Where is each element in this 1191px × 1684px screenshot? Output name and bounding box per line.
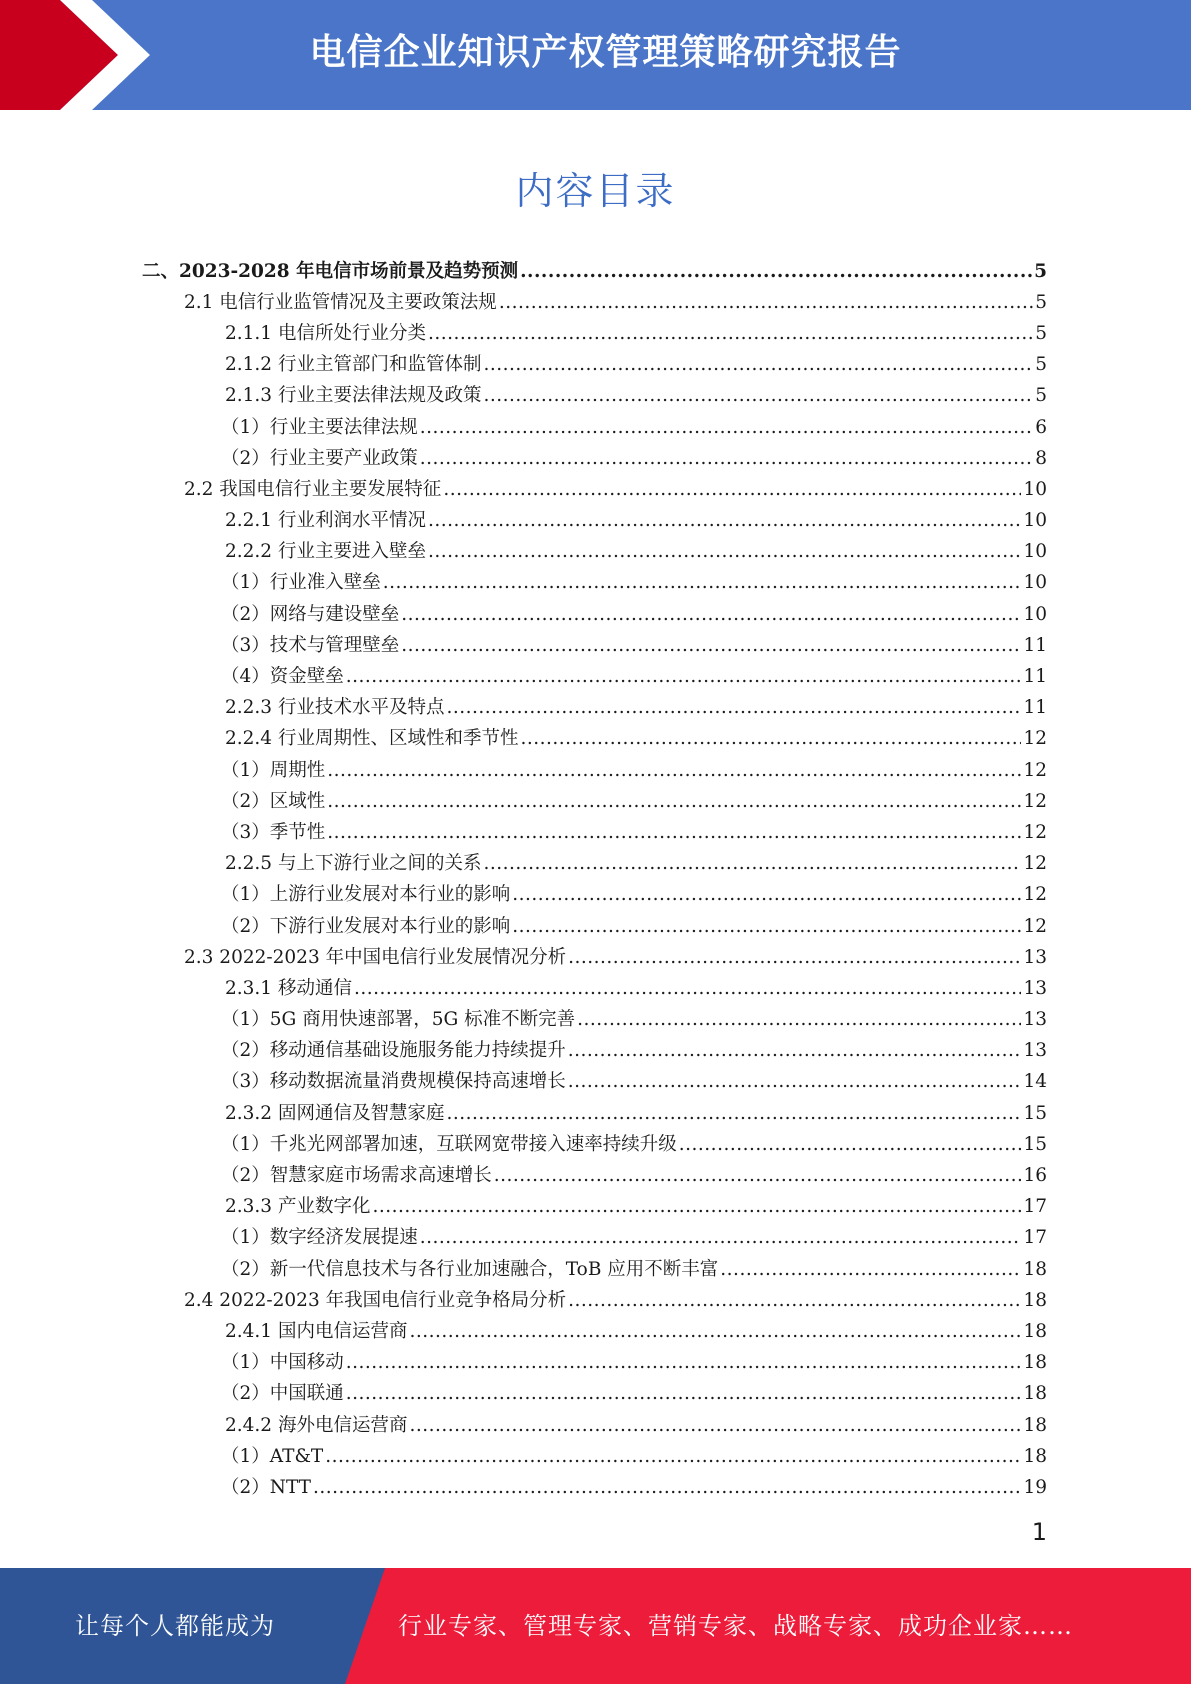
toc-entry[interactable] (0, 878, 1191, 909)
toc-entry[interactable] (0, 722, 1191, 753)
toc-dot-leader (313, 1477, 1021, 1498)
toc-entry-label: （1）中国移动 (221, 1352, 344, 1374)
toc-entry[interactable] (0, 1283, 1191, 1314)
toc-entry[interactable] (0, 815, 1191, 846)
toc-dot-leader (512, 916, 1021, 937)
toc-dot-leader (720, 1259, 1021, 1280)
toc-entry-label: 2.4.2 海外电信运营商 (225, 1414, 408, 1436)
toc-entry[interactable] (0, 1127, 1191, 1158)
toc-dot-leader (568, 1040, 1022, 1061)
toc-entry-label: （3）技术与管理壁垒 (221, 634, 400, 656)
toc-entry[interactable] (0, 940, 1191, 971)
toc-dot-leader (428, 510, 1021, 531)
toc-dot-leader (383, 572, 1022, 593)
toc-entry[interactable] (0, 535, 1191, 566)
toc-entry-line (221, 568, 1047, 594)
toc-entry[interactable] (0, 472, 1191, 503)
toc-dot-leader (327, 822, 1021, 843)
toc-entry-line (225, 1099, 1047, 1125)
toc-entry-label: （1）AT&T (221, 1445, 324, 1467)
toc-entry[interactable] (0, 753, 1191, 784)
toc-entry[interactable] (0, 1096, 1191, 1127)
toc-entry-label: 2.2.4 行业周期性、区域性和季节性 (225, 728, 519, 750)
toc-entry-page: 13 (1023, 1009, 1047, 1031)
toc-entry[interactable] (0, 909, 1191, 940)
toc-entry-page: 10 (1023, 572, 1047, 594)
toc-dot-leader (679, 1134, 1022, 1155)
toc-entry-label: 2.3 2022-2023 年中国电信行业发展情况分析 (184, 946, 567, 968)
toc-entry-page: 18 (1023, 1383, 1047, 1405)
toc-entry-page: 12 (1023, 915, 1047, 937)
toc-dot-leader (372, 1196, 1021, 1217)
toc-entry-page: 10 (1023, 541, 1047, 563)
toc-entry[interactable] (0, 504, 1191, 535)
toc-entry-label: 2.1.2 行业主管部门和监管体制 (225, 354, 482, 376)
toc-entry-page: 8 (1035, 447, 1047, 469)
toc-entry[interactable] (0, 1158, 1191, 1189)
toc-entry-label: 2.1 电信行业监管情况及主要政策法规 (184, 291, 497, 313)
toc-entry-label: 2.3.1 移动通信 (225, 977, 352, 999)
toc-entry-line (225, 537, 1047, 563)
toc-entry-page: 10 (1023, 510, 1047, 532)
toc-entry-line (221, 880, 1047, 906)
toc-dot-leader (420, 1227, 1022, 1248)
toc-dot-leader (428, 323, 1033, 344)
toc-entry-line (184, 288, 1047, 314)
toc-entry[interactable] (0, 628, 1191, 659)
toc-entry-page: 13 (1023, 946, 1047, 968)
toc-entry-line (184, 1286, 1047, 1312)
toc-entry-label: 2.3.2 固网通信及智慧家庭 (225, 1102, 445, 1124)
toc-entry-line (142, 257, 1047, 283)
toc-entry-line (225, 1317, 1047, 1343)
page-number: 1 (1031, 1518, 1047, 1546)
toc-entry-page: 14 (1023, 1071, 1047, 1093)
toc-entry-line (221, 1255, 1047, 1281)
toc-dot-leader (325, 1446, 1021, 1467)
toc-entry-page: 18 (1023, 1320, 1047, 1342)
toc-entry-label: （2）NTT (221, 1476, 311, 1498)
toc-dot-leader (327, 760, 1021, 781)
toc-dot-leader (346, 1352, 1022, 1373)
footer-slogan-right: 行业专家、管理专家、营销专家、战略专家、成功企业家…… (398, 1612, 1073, 1640)
toc-entry-line (221, 444, 1047, 470)
toc-dot-leader (499, 292, 1033, 313)
toc-entry-page: 11 (1023, 634, 1047, 656)
toc-entry-label: （2）行业主要产业政策 (221, 447, 418, 469)
toc-entry-line (221, 1005, 1047, 1031)
toc-entry-page: 19 (1023, 1476, 1047, 1498)
toc-entry-label: （3）季节性 (221, 821, 326, 843)
toc-entry-label: （2）移动通信基础设施服务能力持续提升 (221, 1040, 566, 1062)
report-footer (0, 1568, 1191, 1684)
toc-entry-line (184, 475, 1047, 501)
toc-entry-label: 2.3.3 产业数字化 (225, 1196, 371, 1218)
report-title: 电信企业知识产权管理策略研究报告 (309, 32, 902, 73)
toc-entry-label: （1）千兆光网部署加速，互联网宽带接入速率持续升级 (221, 1133, 677, 1155)
toc-entry-page: 12 (1023, 759, 1047, 781)
toc-dot-leader (568, 1290, 1021, 1311)
toc-entry-label: 二、2023-2028 年电信市场前景及趋势预测 (142, 260, 519, 282)
toc-entry[interactable] (0, 1190, 1191, 1221)
toc-dot-leader (443, 479, 1021, 500)
toc-entry-page: 12 (1023, 728, 1047, 750)
toc-entry-page: 5 (1035, 354, 1047, 376)
toc-dot-leader (483, 354, 1033, 375)
toc-entry[interactable] (0, 659, 1191, 690)
toc-entry-page: 18 (1023, 1258, 1047, 1280)
toc-entry-line (221, 1036, 1047, 1062)
toc-entry-label: 2.1.1 电信所处行业分类 (225, 322, 426, 344)
toc-entry-page: 18 (1023, 1289, 1047, 1311)
toc-entry[interactable] (0, 691, 1191, 722)
toc-entry-label: 2.2.3 行业技术水平及特点 (225, 697, 445, 719)
toc-entry-line (221, 1161, 1047, 1187)
toc-entry-label: （4）资金壁垒 (221, 666, 344, 688)
toc-entry-line (225, 381, 1047, 407)
toc-entry-line (221, 1130, 1047, 1156)
toc-dot-leader (401, 635, 1021, 656)
toc-entry-page: 10 (1023, 478, 1047, 500)
toc-entry-line (221, 600, 1047, 626)
toc-entry-page: 12 (1023, 853, 1047, 875)
toc-entry-page: 17 (1023, 1227, 1047, 1249)
toc-dot-leader (346, 666, 1022, 687)
toc-entry-label: （2）新一代信息技术与各行业加速融合，ToB 应用不断丰富 (221, 1258, 719, 1280)
toc-dot-leader (428, 541, 1021, 562)
toc-entry-label: （2）下游行业发展对本行业的影响 (221, 915, 511, 937)
toc-entry-page: 12 (1023, 884, 1047, 906)
toc-dot-leader (577, 1009, 1021, 1030)
toc-entry-line (221, 787, 1047, 813)
toc-entry-line (225, 506, 1047, 532)
toc-entry-page: 12 (1023, 821, 1047, 843)
toc-entry[interactable] (0, 254, 1191, 285)
toc-entry-line (221, 818, 1047, 844)
table-of-contents (0, 254, 1191, 1502)
toc-entry-line (221, 1442, 1047, 1468)
toc-dot-leader (409, 1321, 1021, 1342)
toc-dot-leader (568, 1071, 1022, 1092)
toc-entry-line (225, 319, 1047, 345)
toc-entry[interactable] (0, 784, 1191, 815)
toc-entry-label: （1）数字经济发展提速 (221, 1227, 418, 1249)
toc-entry-page: 16 (1023, 1165, 1047, 1187)
toc-entry[interactable] (0, 1221, 1191, 1252)
toc-entry-page: 13 (1023, 1040, 1047, 1062)
toc-entry[interactable] (0, 597, 1191, 628)
toc-entry-line (221, 1067, 1047, 1093)
toc-entry-page: 11 (1023, 697, 1047, 719)
toc-entry-label: 2.2.5 与上下游行业之间的关系 (225, 853, 482, 875)
toc-entry-page: 15 (1023, 1133, 1047, 1155)
toc-entry-page: 5 (1034, 260, 1047, 282)
toc-entry-label: 2.1.3 行业主要法律法规及政策 (225, 385, 482, 407)
toc-heading: 内容目录 (515, 169, 676, 213)
toc-dot-leader (446, 697, 1021, 718)
toc-entry-label: 2.4.1 国内电信运营商 (225, 1320, 408, 1342)
toc-entry-page: 12 (1023, 790, 1047, 812)
toc-entry[interactable] (0, 441, 1191, 472)
toc-entry-label: （2）区域性 (221, 790, 326, 812)
toc-entry[interactable] (0, 1034, 1191, 1065)
toc-entry[interactable] (0, 1408, 1191, 1439)
toc-entry-line (221, 1348, 1047, 1374)
toc-entry-label: 2.2.1 行业利润水平情况 (225, 510, 426, 532)
toc-entry-line (225, 724, 1047, 750)
toc-entry-line (221, 756, 1047, 782)
toc-entry[interactable] (0, 379, 1191, 410)
toc-entry[interactable] (0, 1377, 1191, 1408)
toc-dot-leader (420, 448, 1033, 469)
toc-entry-label: 2.2 我国电信行业主要发展特征 (184, 478, 442, 500)
toc-entry-line (221, 1379, 1047, 1405)
toc-dot-leader (483, 385, 1033, 406)
toc-entry[interactable] (0, 348, 1191, 379)
toc-entry-line (225, 1192, 1047, 1218)
toc-entry[interactable] (0, 1346, 1191, 1377)
toc-entry[interactable] (0, 971, 1191, 1002)
toc-entry-line (225, 974, 1047, 1000)
toc-dot-leader (520, 261, 1032, 282)
toc-entry-page: 15 (1023, 1102, 1047, 1124)
toc-entry-line (225, 350, 1047, 376)
toc-entry-label: （3）移动数据流量消费规模保持高速增长 (221, 1071, 566, 1093)
toc-dot-leader (520, 728, 1021, 749)
toc-entry-line (225, 1411, 1047, 1437)
footer-slogan-left: 让每个人都能成为 (75, 1612, 275, 1640)
toc-dot-leader (512, 884, 1021, 905)
toc-entry-page: 6 (1035, 416, 1047, 438)
toc-entry-page: 18 (1023, 1445, 1047, 1467)
toc-entry-page: 18 (1023, 1352, 1047, 1374)
toc-entry[interactable] (0, 566, 1191, 597)
toc-entry-line (221, 1473, 1047, 1499)
toc-entry[interactable] (0, 1470, 1191, 1501)
toc-entry-line (225, 693, 1047, 719)
toc-dot-leader (446, 1103, 1021, 1124)
toc-entry-label: （2）智慧家庭市场需求高速增长 (221, 1165, 492, 1187)
toc-entry-page: 5 (1035, 385, 1047, 407)
toc-entry-line (221, 1223, 1047, 1249)
toc-entry[interactable] (0, 285, 1191, 316)
toc-dot-leader (409, 1415, 1021, 1436)
toc-entry[interactable] (0, 410, 1191, 441)
toc-entry-label: （2）中国联通 (221, 1383, 344, 1405)
toc-entry-page: 5 (1035, 322, 1047, 344)
toc-entry[interactable] (0, 316, 1191, 347)
toc-entry[interactable] (0, 1252, 1191, 1283)
toc-entry[interactable] (0, 847, 1191, 878)
toc-dot-leader (494, 1165, 1022, 1186)
toc-entry[interactable] (0, 1439, 1191, 1470)
toc-dot-leader (568, 947, 1021, 968)
toc-dot-leader (354, 978, 1022, 999)
toc-entry-line (221, 413, 1047, 439)
toc-entry-label: （1）周期性 (221, 759, 326, 781)
toc-entry-line (225, 849, 1047, 875)
toc-entry-label: 2.4 2022-2023 年我国电信行业竞争格局分析 (184, 1289, 567, 1311)
toc-entry[interactable] (0, 1065, 1191, 1096)
toc-entry-page: 5 (1035, 291, 1047, 313)
toc-entry-label: （1）行业准入壁垒 (221, 572, 381, 594)
toc-entry[interactable] (0, 1314, 1191, 1345)
toc-dot-leader (327, 791, 1021, 812)
toc-entry-label: （1）5G 商用快速部署，5G 标准不断完善 (221, 1009, 576, 1031)
toc-entry-page: 10 (1023, 603, 1047, 625)
toc-entry[interactable] (0, 1003, 1191, 1034)
toc-entry-line (184, 943, 1047, 969)
toc-dot-leader (346, 1383, 1022, 1404)
toc-entry-label: （1）上游行业发展对本行业的影响 (221, 884, 511, 906)
toc-entry-page: 11 (1023, 666, 1047, 688)
toc-dot-leader (420, 417, 1033, 438)
toc-entry-page: 13 (1023, 977, 1047, 999)
report-header (0, 0, 1191, 110)
toc-entry-line (221, 662, 1047, 688)
toc-entry-label: 2.2.2 行业主要进入壁垒 (225, 541, 426, 563)
toc-entry-page: 18 (1023, 1414, 1047, 1436)
toc-entry-line (221, 912, 1047, 938)
toc-entry-label: （2）网络与建设壁垒 (221, 603, 400, 625)
toc-entry-label: （1）行业主要法律法规 (221, 416, 418, 438)
toc-dot-leader (483, 853, 1021, 874)
toc-entry-page: 17 (1023, 1196, 1047, 1218)
toc-entry-line (221, 631, 1047, 657)
toc-dot-leader (401, 604, 1021, 625)
